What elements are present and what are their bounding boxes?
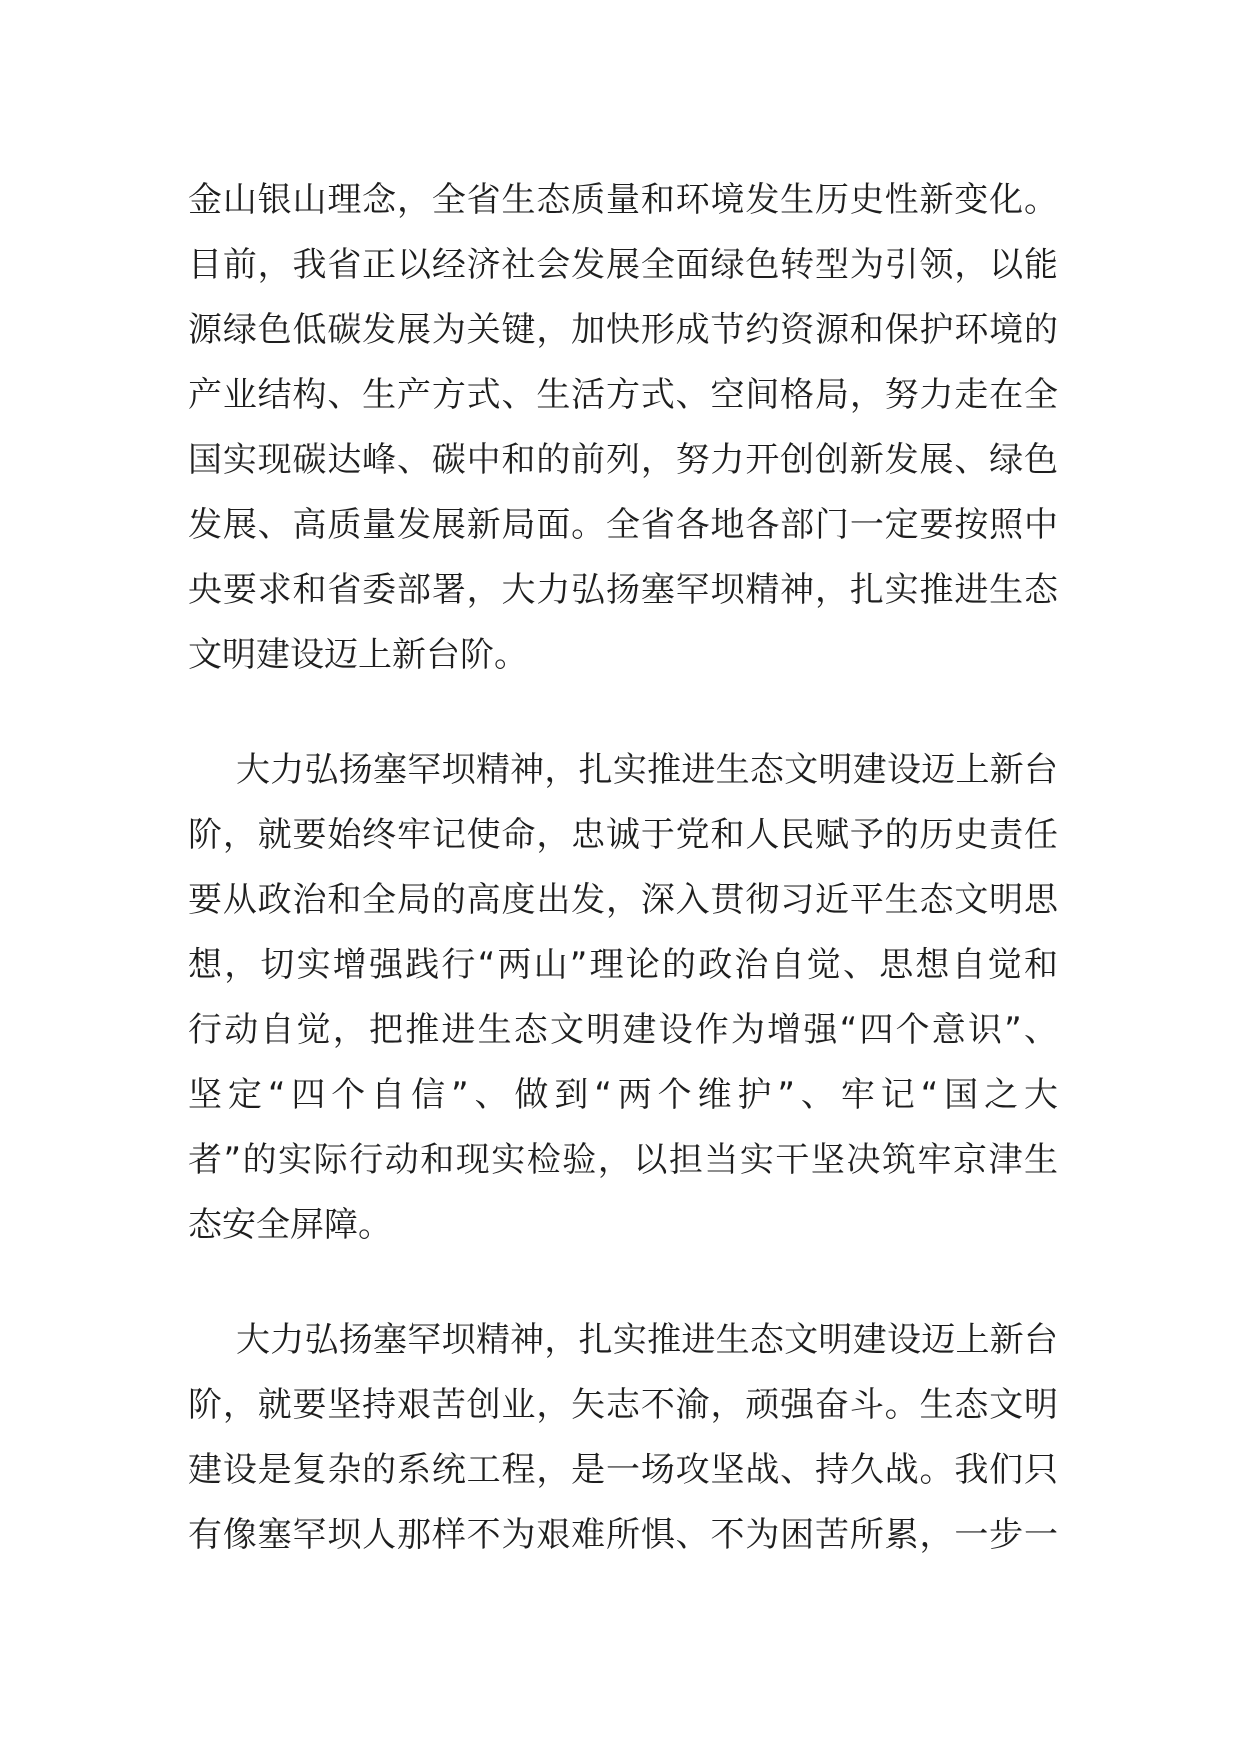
text-line: 坚定“四个自信”、做到“两个维护”、牢记“国之大 [188, 1075, 1058, 1115]
paragraph-3 [188, 1308, 1058, 1568]
text-line: 目前，我省正以经济社会发展全面绿色转型为引领，以能 [188, 245, 1058, 285]
text-line: 要从政治和全局的高度出发，深入贯彻习近平生态文明思 [188, 880, 1058, 920]
text-line: 发展、高质量发展新局面。全省各地各部门一定要按照中 [188, 505, 1058, 545]
paragraph-2 [188, 738, 1058, 1258]
document-body [188, 168, 1058, 1568]
text-line: 行动自觉，把推进生态文明建设作为增强“四个意识”、 [188, 1010, 1058, 1050]
text-line: 有像塞罕坝人那样不为艰难所惧、不为困苦所累，一步一 [188, 1515, 1058, 1555]
text-line: 态安全屏障。 [188, 1205, 392, 1245]
text-line: 者”的实际行动和现实检验，以担当实干坚决筑牢京津生 [188, 1140, 1058, 1180]
text-line: 大力弘扬塞罕坝精神，扎实推进生态文明建设迈上新台 [236, 1320, 1058, 1360]
text-line: 文明建设迈上新台阶。 [188, 635, 528, 675]
text-line: 央要求和省委部署，大力弘扬塞罕坝精神，扎实推进生态 [188, 570, 1058, 610]
text-line: 想，切实增强践行“两山”理论的政治自觉、思想自觉和 [188, 945, 1058, 985]
text-line: 源绿色低碳发展为关键，加快形成节约资源和保护环境的 [188, 310, 1058, 350]
paragraph-1 [188, 168, 1058, 688]
text-line: 建设是复杂的系统工程，是一场攻坚战、持久战。我们只 [188, 1450, 1058, 1490]
text-line: 阶，就要始终牢记使命，忠诚于党和人民赋予的历史责任 [188, 815, 1058, 855]
text-line: 阶，就要坚持艰苦创业，矢志不渝，顽强奋斗。生态文明 [188, 1385, 1058, 1425]
text-line: 国实现碳达峰、碳中和的前列，努力开创创新发展、绿色 [188, 440, 1058, 480]
text-line: 大力弘扬塞罕坝精神，扎实推进生态文明建设迈上新台 [236, 750, 1058, 790]
text-line: 产业结构、生产方式、生活方式、空间格局，努力走在全 [188, 375, 1058, 415]
text-line: 金山银山理念，全省生态质量和环境发生历史性新变化。 [188, 180, 1058, 220]
